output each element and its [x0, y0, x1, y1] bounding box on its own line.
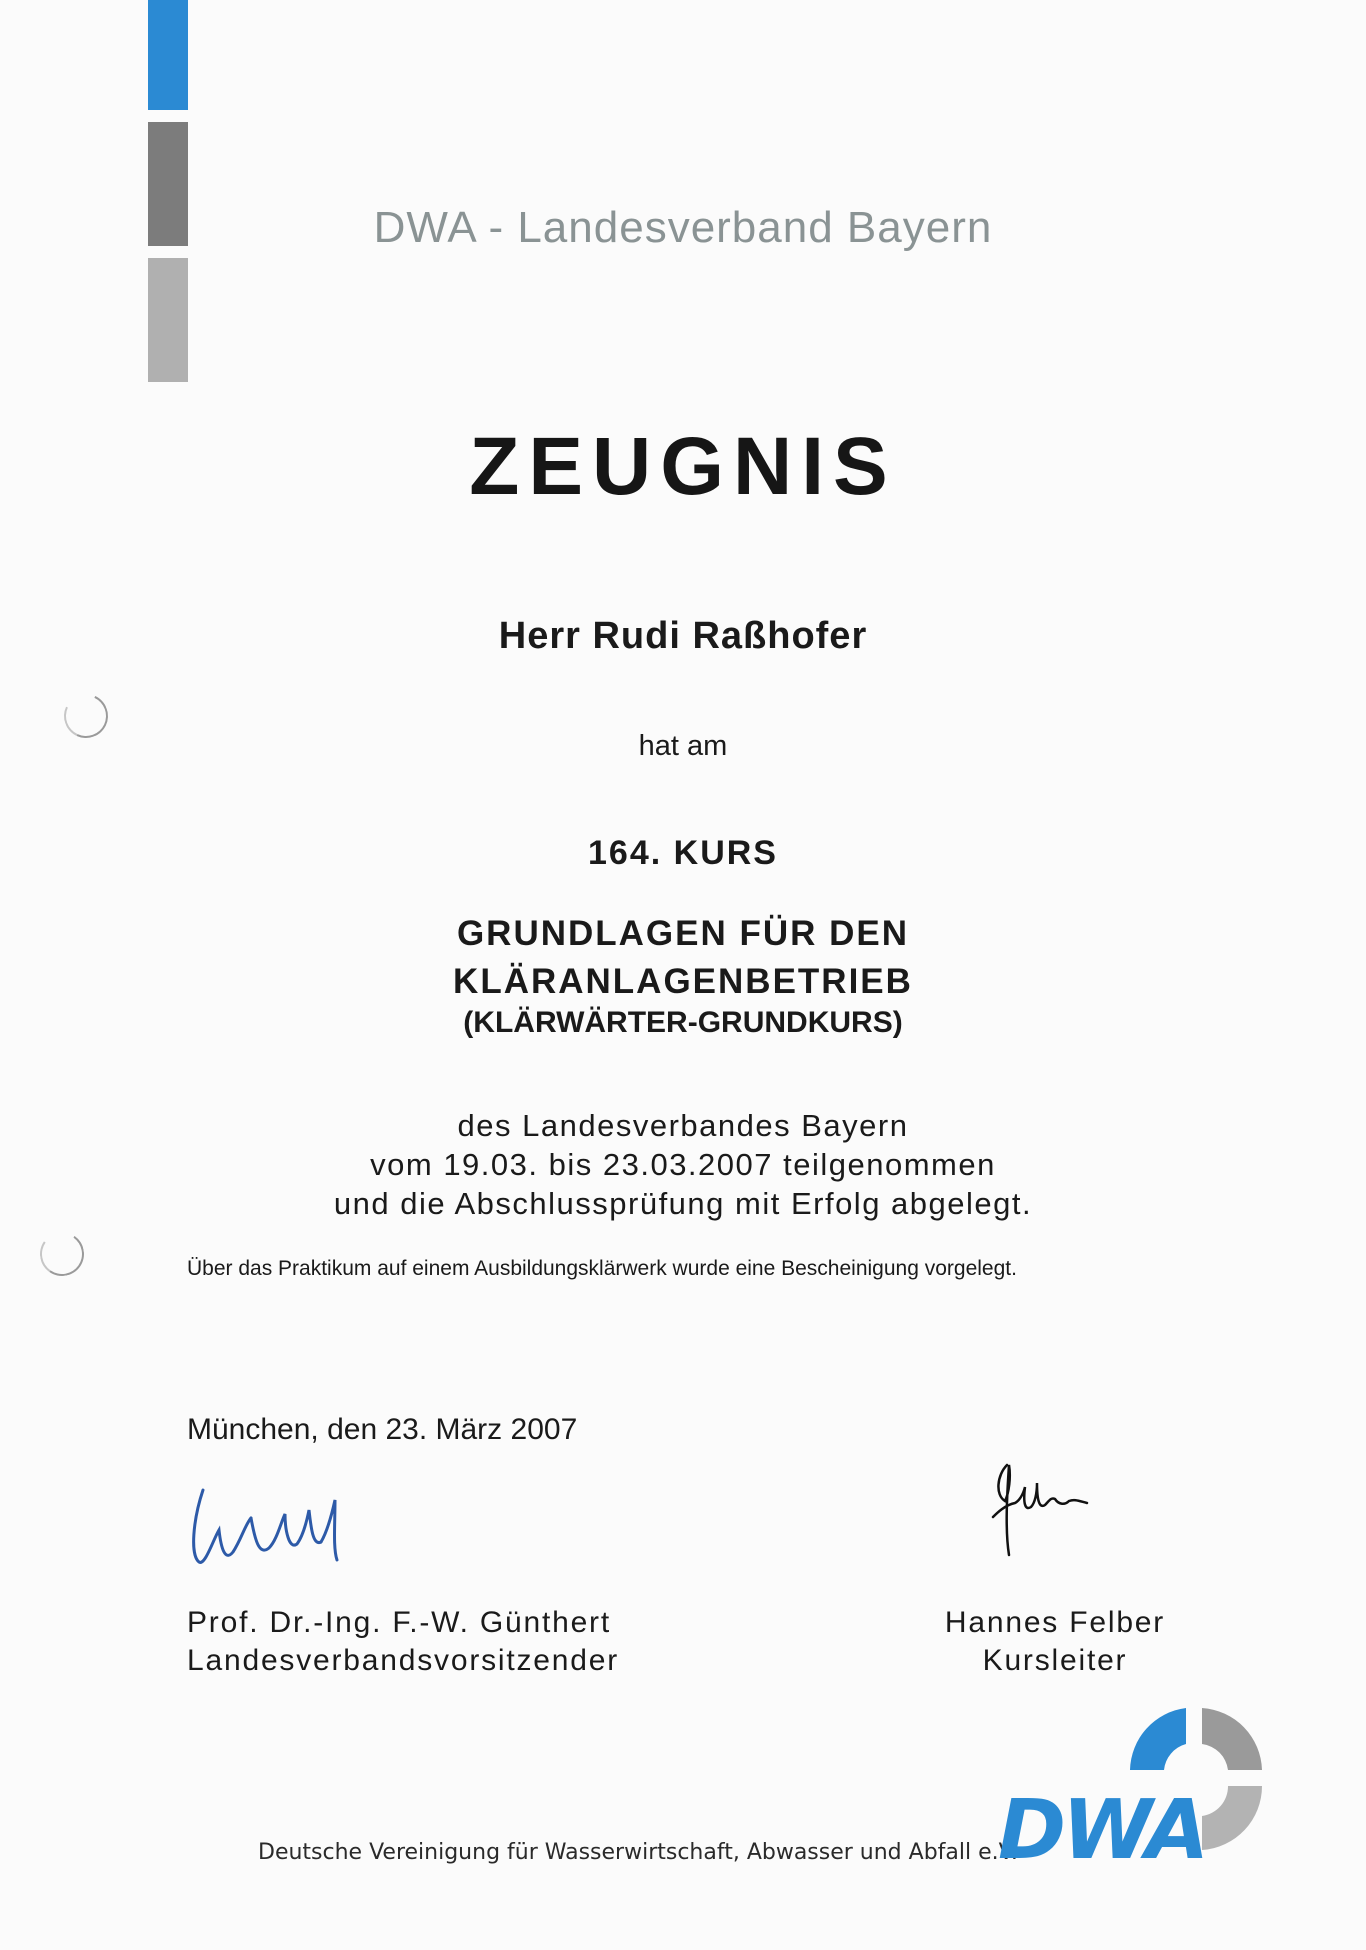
association-name: Deutsche Vereinigung für Wasserwirtschaft, Abwasser und Abfall e.V. — [258, 1840, 1018, 1865]
course-subtitle: (KLÄRWÄRTER-GRUNDKURS) — [463, 1006, 903, 1039]
signer-left-name: Prof. Dr.-Ing. F.-W. Günthert — [187, 1606, 611, 1639]
signature-left — [185, 1470, 365, 1580]
statement-line: vom 19.03. bis 23.03.2007 teilgenommen — [370, 1147, 996, 1182]
organization-title: DWA - Landesverband Bayern — [373, 203, 993, 252]
punch-hole-mark — [37, 1229, 88, 1280]
place-and-date: München, den 23. März 2007 — [187, 1413, 578, 1446]
course-title — [0, 910, 1366, 1006]
recipient-name: Herr Rudi Raßhofer — [498, 615, 868, 657]
signature-right — [975, 1455, 1105, 1565]
svg-text:DWA: DWA — [998, 1783, 1206, 1870]
signer-left-role: Landesverbandsvorsitzender — [187, 1644, 620, 1677]
internship-note: Über das Praktikum auf einem Ausbildungsklärwerk wurde eine Bescheinigung vorgelegt. — [187, 1257, 1017, 1280]
brand-bar-light-gray — [148, 258, 188, 382]
brand-bar-blue — [148, 0, 188, 110]
dwa-logo — [990, 1700, 1290, 1870]
signer-left — [187, 1604, 619, 1680]
statement-line: und die Abschlussprüfung mit Erfolg abgelegt. — [333, 1186, 1033, 1221]
statement-line: des Landesverbandes Bayern — [457, 1108, 909, 1143]
intro-text: hat am — [638, 730, 728, 762]
signer-right-role: Kursleiter — [982, 1644, 1128, 1677]
course-title-line: GRUNDLAGEN FÜR DEN — [456, 914, 910, 953]
signer-right — [905, 1604, 1205, 1680]
course-number: 164. KURS — [588, 834, 778, 872]
signer-right-name: Hannes Felber — [944, 1606, 1166, 1639]
document-title: ZEUGNIS — [469, 421, 897, 512]
course-title-line: KLÄRANLAGENBETRIEB — [453, 962, 913, 1001]
completion-statement — [0, 1106, 1366, 1223]
